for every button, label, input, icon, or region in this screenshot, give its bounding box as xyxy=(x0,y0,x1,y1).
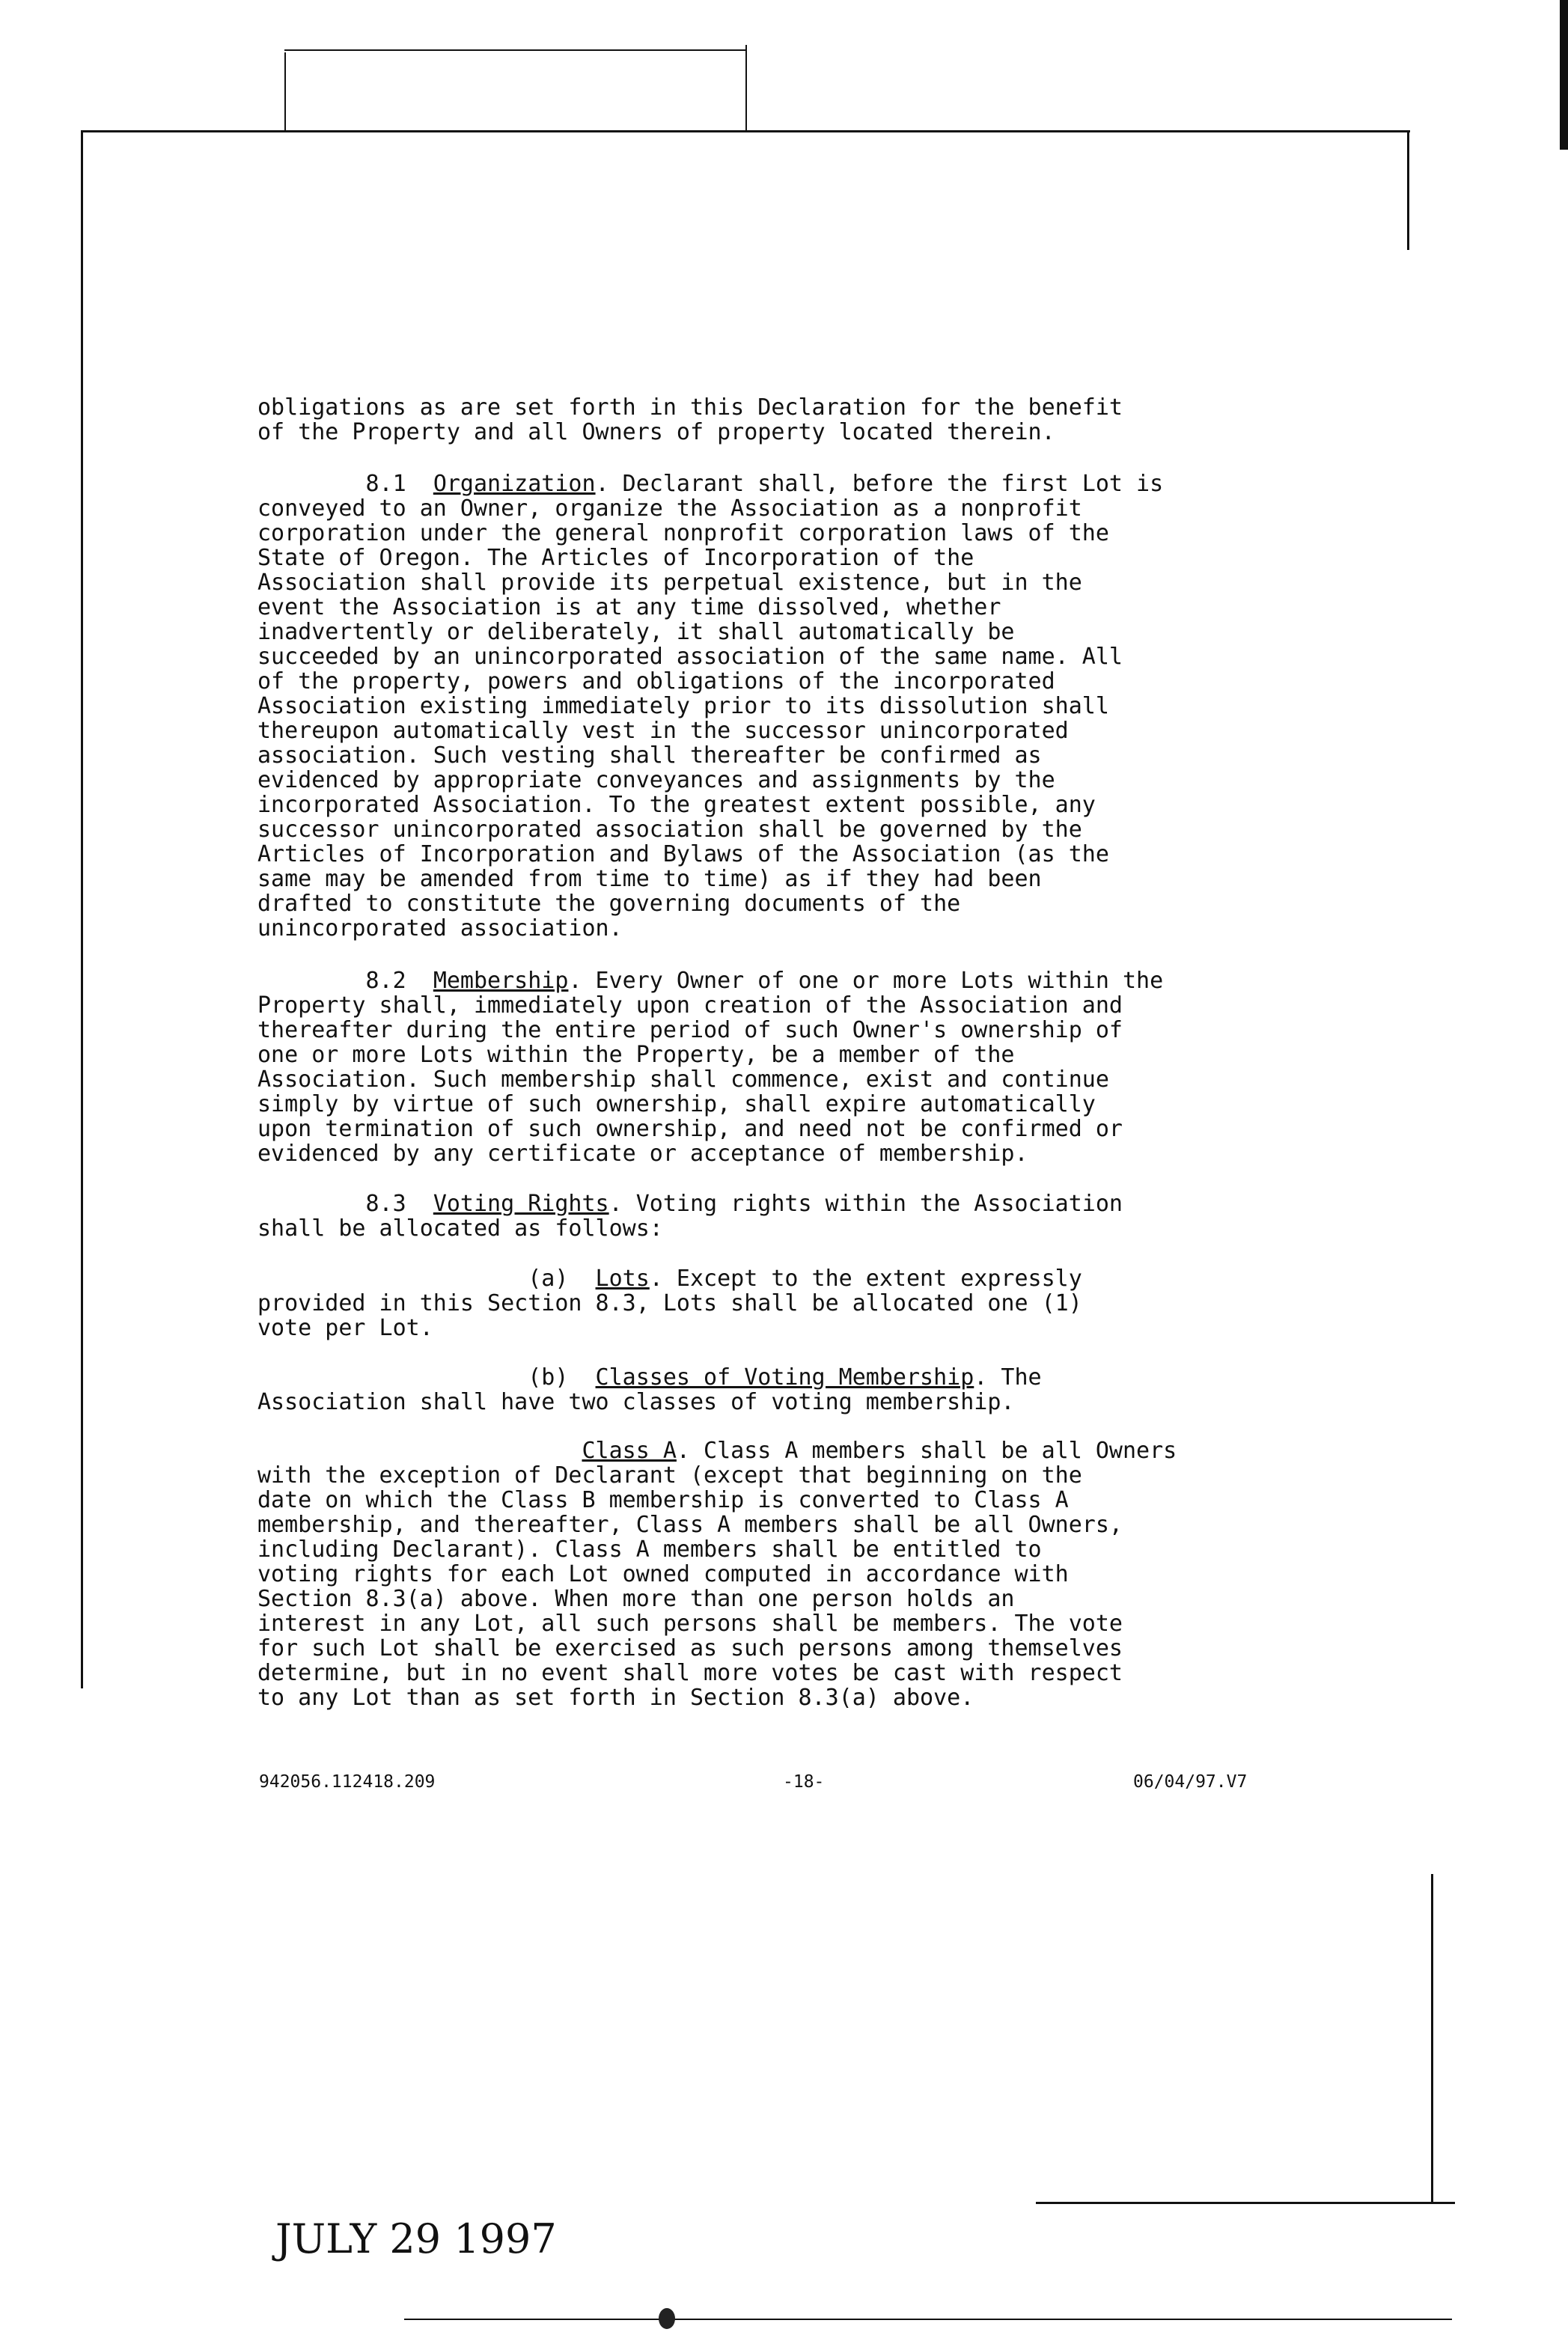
section-number: 8.2 xyxy=(365,968,406,994)
footer-page-number: -18- xyxy=(783,1772,825,1792)
subsection-label: (b) xyxy=(528,1364,569,1391)
tab-box-top xyxy=(284,49,747,51)
class-a-heading: Class A xyxy=(582,1438,677,1464)
date-stamp: JULY 29 1997 xyxy=(275,2215,557,2262)
section-heading: Organization xyxy=(433,471,596,497)
section-body: . Declarant shall, before the first Lot is conveyed to an Owner, organize the Association as a nonprofit corporation under the general nonprofit corporation laws of the State of Oregon. The Articles of Incorporation of the Association shall provide its perpetual existence, but in the event the Association is at any time dissolved, whether inadvertently or deliberately, it shall automatically be succeeded by an unincorporated association of the same name. All of the property, powers and obligations of the incorporated Association existing immediately prior to its dissolution shall thereupon automatically vest in the successor unincorporated association. Such vesting shall thereafter be confirmed as evidenced by appropriate conveyances and assignments by the incorporated Association. To the greatest extent possible, any successor unincorporated association shall be governed by the Articles of Incorporation and Bylaws of the Association (as the same may be amended from time to time) as if they had been drafted to constitute the governing documents of the unincorporated association. xyxy=(257,471,1164,941)
tab-box-left xyxy=(284,52,286,130)
section-8-3-b xyxy=(257,1365,1275,1414)
section-number: 8.3 xyxy=(365,1191,406,1217)
frame-right-line xyxy=(1407,130,1409,250)
section-heading: Membership xyxy=(433,968,569,994)
class-a-paragraph xyxy=(257,1438,1275,1710)
class-a-body: . Class A members shall be all Owners with the exception of Declarant (except that beginning on the date on which the Class B membership is converted to Class A membership, and thereafter, Class A members shall be all Owners, including Declarant). Class A members shall be entitled to voting rights for each Lot owned computed in accordance with Section 8.3(a) above. When more than one person holds an interest in any Lot, all such persons shall be members. The vote for such Lot shall be exercised as such persons among themselves determine, but in no event shall more votes be cast with respect to any Lot than as set forth in Section 8.3(a) above. xyxy=(257,1438,1177,1711)
subsection-label: (a) xyxy=(528,1266,569,1292)
subsection-heading: Lots xyxy=(595,1266,650,1292)
lower-right-base xyxy=(1036,2202,1455,2204)
section-heading: Voting Rights xyxy=(433,1191,609,1217)
section-8-3-a xyxy=(257,1266,1275,1340)
subsection-heading: Classes of Voting Membership xyxy=(595,1364,974,1391)
page-right-edge xyxy=(1560,0,1568,150)
section-number: 8.1 xyxy=(365,471,406,497)
section-8-1 xyxy=(257,471,1275,941)
lower-right-bracket xyxy=(1431,1874,1433,2203)
intro-paragraph: obligations as are set forth in this Declaration for the benefit of the Property and all Owners of property located therein. xyxy=(257,394,1123,445)
tab-box-right xyxy=(745,45,747,130)
subsection-body: . The Association shall have two classes of voting membership. xyxy=(257,1364,1042,1415)
footer-doc-id: 942056.112418.209 xyxy=(259,1772,436,1792)
frame-left-line xyxy=(81,130,83,1688)
subsection-body: . Except to the extent expressly provided in this Section 8.3, Lots shall be allocated one (1) vote per Lot. xyxy=(257,1266,1082,1341)
section-body: . Every Owner of one or more Lots within the Property shall, immediately upon creation of the Association and thereafter during the entire period of such Owner's ownership of one or more Lots within the Property, be a member of the Association. Such membership shall commence, exist and continue simply by virtue of such ownership, shall expire automatically upon termination of such ownership, and need not be confirmed or evidenced by any certificate or acceptance of membership. xyxy=(257,968,1164,1167)
bottom-edge-line xyxy=(404,2319,1452,2320)
section-8-2 xyxy=(257,968,1275,1166)
section-body: . Voting rights within the Association shall be allocated as follows: xyxy=(257,1191,1123,1242)
footer-version: 06/04/97.V7 xyxy=(1133,1772,1248,1792)
frame-top-line xyxy=(81,130,1410,132)
section-8-3 xyxy=(257,1191,1275,1241)
speck-mark xyxy=(659,2308,675,2329)
